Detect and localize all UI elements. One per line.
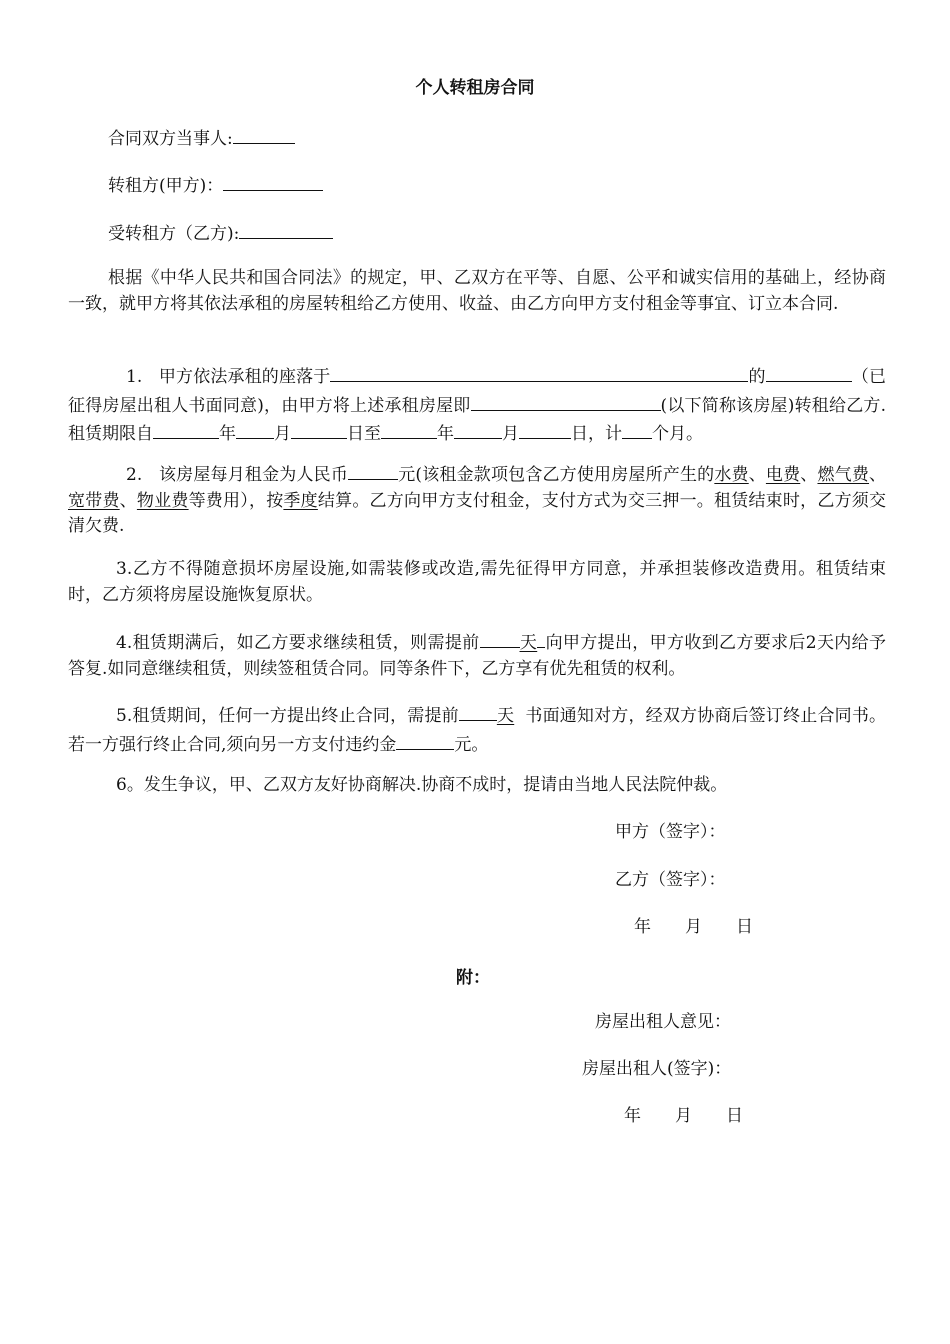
appendix-date — [624, 1104, 777, 1128]
clause-1-number: 1. — [126, 367, 143, 387]
clause-2-text-b: 元(该租金款项包含乙方使用房屋所产生的 — [398, 465, 715, 485]
month-label-2: 月 — [502, 424, 519, 444]
sig-month: 月 — [685, 917, 702, 937]
water-fee: 水费 — [714, 465, 749, 485]
start-year-blank[interactable] — [153, 419, 219, 439]
clause-3: 3.乙方不得随意损坏房屋设施,如需装修或改造,需先征得甲方同意，并承担装修改造费用。租赁结束时，乙方须将房屋设施恢复原状。 — [68, 559, 886, 605]
clause-6: 6。发生争议，甲、乙双方友好协商解决.协商不成时，提请由当地人民法院仲裁。 — [116, 775, 728, 795]
renew-days-blank[interactable] — [480, 628, 520, 648]
clause-1-text-c: （已征得房屋出租人书面同意)，由甲方将上述承租房屋即 — [68, 367, 887, 416]
intro-paragraph: 根据《中华人民共和国合同法》的规定，甲、乙双方在平等、自愿、公平和诚实信用的基础上，经协商一致，就甲方将其依法承租的房屋转租给乙方使用、收益、由乙方向甲方支付租金等事宜、订立本合同. — [68, 268, 886, 314]
notice-days-blank[interactable] — [459, 701, 497, 721]
house-blank[interactable] — [471, 391, 661, 411]
year-label: 年 — [219, 424, 236, 444]
power-fee: 电费 — [765, 465, 801, 485]
party-b-blank[interactable] — [239, 219, 333, 239]
parties-label: 合同双方当事人: — [108, 129, 233, 149]
party-a-label: 转租方(甲方)： — [108, 176, 224, 196]
month-label: 月 — [274, 424, 291, 444]
app-year: 年 — [624, 1106, 641, 1126]
party-b-signature: 乙方（签字）： — [615, 870, 726, 890]
app-day: 日 — [726, 1106, 743, 1126]
parties-blank[interactable] — [233, 124, 295, 144]
notice-day-unit: 天 — [496, 706, 515, 726]
clause-5-text-b: 书面通知对方，经双方协商后签订终止合同书。若一方强行终止合同,须向另一方支付违约金 — [68, 706, 887, 755]
party-b-label: 受转租方（乙方): — [108, 224, 240, 244]
clause-4-text-b: 向甲方提出，甲方收到乙方要求后2天内给予答复.如同意继续租赁，则续签租赁合同。同等条件下，乙方享有优先租赁的权利。 — [68, 633, 886, 679]
clause-2-number: 2. — [126, 465, 143, 485]
landlord-signature: 房屋出租人(签字)： — [582, 1059, 732, 1079]
party-a-blank[interactable] — [223, 171, 323, 191]
property-fee: 物业费 — [136, 490, 189, 511]
end-year-blank[interactable] — [381, 419, 437, 439]
clause-5-text-a: 5.租赁期间，任何一方提出终止合同，需提前 — [116, 706, 459, 726]
clause-1-text-d: (以下简称该房屋)转租给乙方.租赁期限自 — [68, 395, 887, 444]
document-title: 个人转租房合同 — [415, 78, 535, 98]
clause-1-text-a: 甲方依法承租的座落于 — [158, 367, 331, 387]
party-b-line — [108, 219, 333, 246]
end-month-blank[interactable] — [454, 419, 502, 439]
year-label-2: 年 — [437, 424, 454, 444]
signature-date — [634, 915, 787, 939]
sig-day: 日 — [736, 917, 753, 937]
clause-5 — [68, 701, 886, 758]
renew-day-unit: 天 — [519, 633, 538, 653]
clause-4 — [68, 628, 886, 682]
property-blank[interactable] — [766, 362, 852, 382]
clause-5-text-c: 元。 — [454, 734, 489, 755]
clause-2-text-d: 结算。乙方向甲方支付租金，支付方式为交三押一。租赁结束时，乙方须交清欠费. — [68, 490, 887, 536]
clause-2: 2. 该房屋每月租金为人民币 元(该租金款项包含乙方使用房屋所产生的水费、电费、燃气费、宽带费、物业费等费用），按季度结算。乙方向甲方支付租金，支付方式为交三押一。租赁结束时，乙方须交清欠费. — [68, 460, 886, 540]
end-day-blank[interactable] — [519, 419, 571, 439]
party-a-signature: 甲方（签字）： — [615, 822, 726, 842]
start-month-blank[interactable] — [236, 419, 274, 439]
clause-2-text-c: 等费用），按 — [188, 490, 284, 511]
broadband-fee: 宽带费 — [68, 490, 120, 511]
day-to-label: 日至 — [347, 424, 381, 444]
penalty-blank[interactable] — [396, 730, 454, 750]
clause-2-text-a: 该房屋每月租金为人民币 — [159, 465, 349, 485]
address-blank[interactable] — [330, 362, 748, 382]
sig-year: 年 — [634, 917, 651, 937]
clause-1 — [68, 362, 886, 448]
gas-fee: 燃气费 — [817, 465, 870, 485]
start-day-blank[interactable] — [291, 419, 347, 439]
months-label: 个月。 — [652, 424, 703, 444]
app-month: 月 — [675, 1106, 692, 1126]
quarter-term: 季度 — [283, 490, 318, 511]
clause-1-text-b: 的 — [748, 367, 766, 387]
party-a-line — [108, 171, 323, 198]
rent-blank[interactable] — [348, 460, 398, 480]
landlord-opinion: 房屋出租人意见： — [595, 1012, 731, 1032]
day-calc-label: 日，计 — [571, 424, 622, 444]
clause-4-text-a: 4.租赁期满后，如乙方要求继续租赁，则需提前 — [116, 633, 480, 653]
appendix-label: 附： — [456, 968, 490, 988]
parties-line — [108, 124, 295, 151]
months-blank[interactable] — [622, 419, 652, 439]
